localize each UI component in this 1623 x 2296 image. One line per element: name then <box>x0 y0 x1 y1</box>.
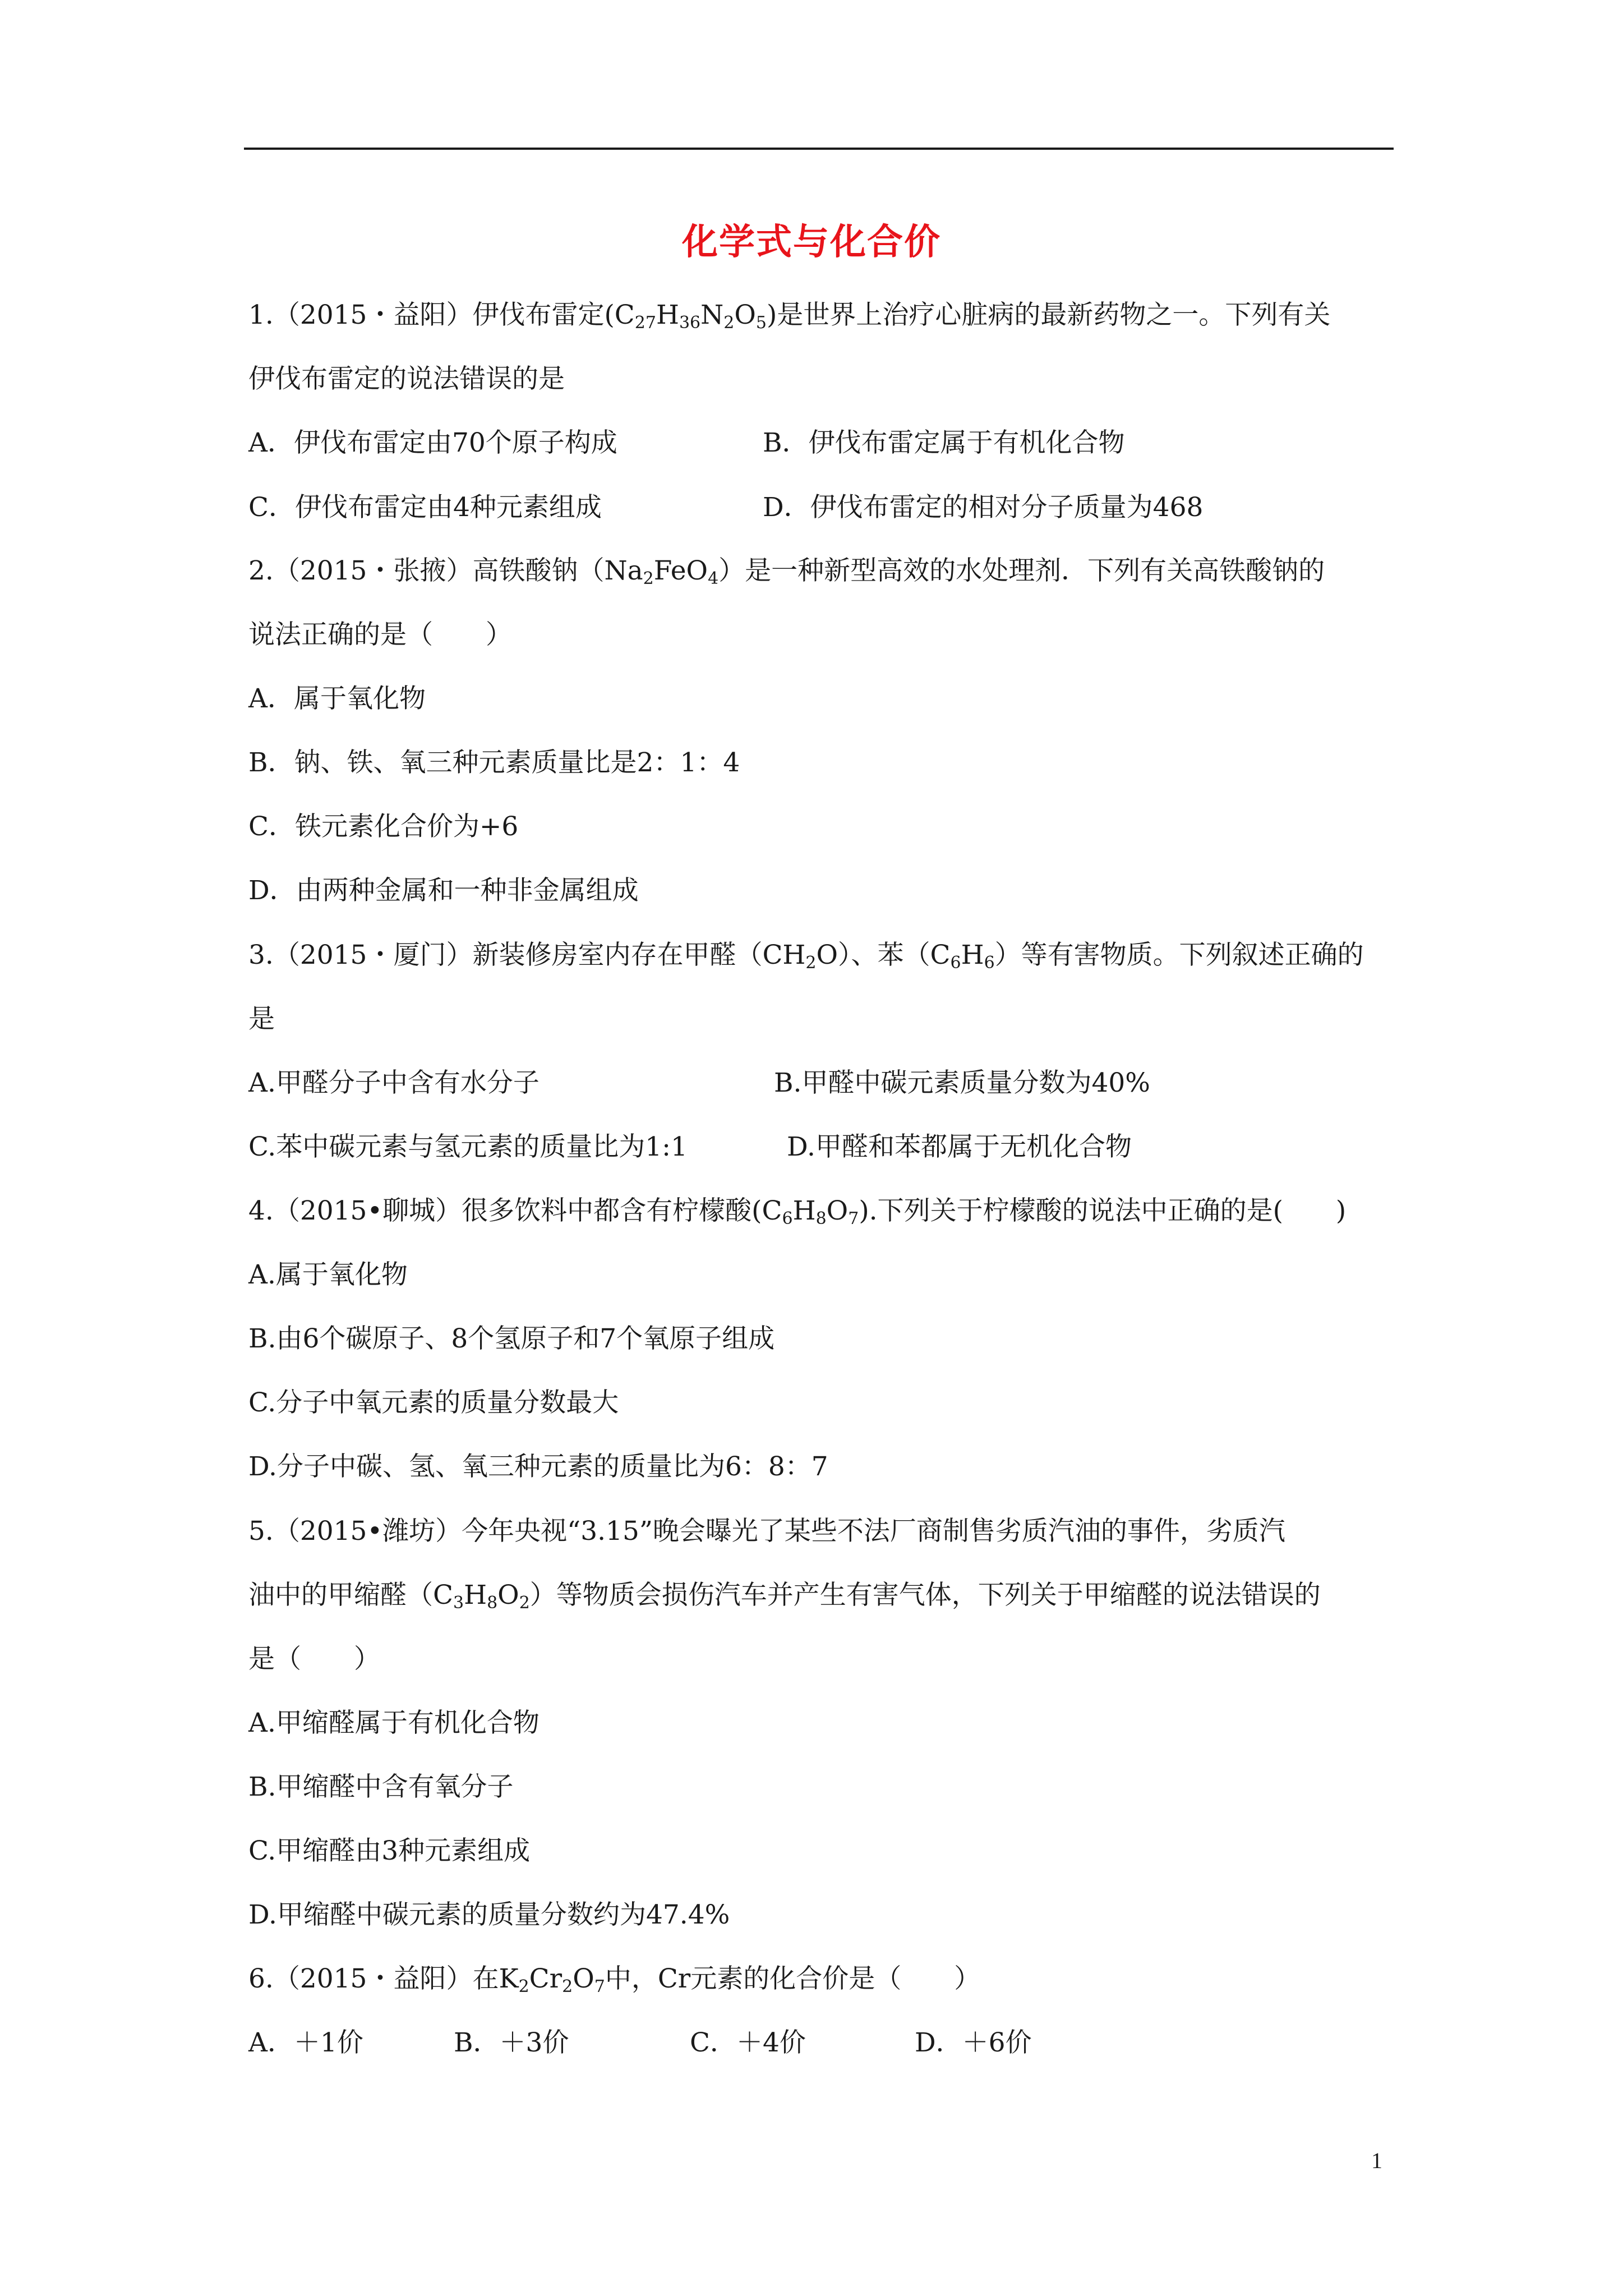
q5-stem-line2: 油中的甲缩醛$(C_3H_8O_2)$等物质会损伤汽车并产生有害气体，下列关于甲缩醛的说法错误的 <box>248 1580 1321 1613</box>
page-number: 1 <box>1371 2148 1382 2173</box>
q5-stem-line3: 是（ ） <box>248 1644 380 1674</box>
q6-option-c: C．＋4价 <box>690 2027 806 2058</box>
q6-option-b: B．＋3价 <box>454 2027 569 2058</box>
q2-option-c: C．铁元素化合价为+6 <box>248 811 519 842</box>
q1-option-c: C．伊伐布雷定由4种元素组成 <box>248 492 602 523</box>
q3-option-a: A.甲醛分子中含有水分子 <box>248 1068 540 1098</box>
q2-option-d: D．由两种金属和一种非金属组成 <box>248 875 639 906</box>
q3-option-d: D.甲醛和苯都属于无机化合物 <box>787 1131 1132 1162</box>
q5-option-b: B.甲缩醛中含有氧分子 <box>248 1772 514 1802</box>
q5-option-a: A.甲缩醛属于有机化合物 <box>248 1708 540 1738</box>
q1-options-row1 <box>248 426 1125 460</box>
q6-option-a: A．＋1价 <box>248 2027 363 2058</box>
page-title: 化学式与化合价 <box>682 222 941 263</box>
q4-stem-line1: 4.（2015•聊城）很多饮料中都含有柠檬酸$(C_6H_8O_7)$.下列关于柠檬酸的说法中正确的是( ) <box>248 1195 1347 1228</box>
q3-stem-line2: 是 <box>248 1004 275 1034</box>
q3-option-b: B.甲醛中碳元素质量分数为40% <box>774 1068 1150 1098</box>
q5-stem-line1: 5.（2015•潍坊）今年央视“3.15”晚会曝光了某些不法厂商制售劣质汽油的事件，劣质汽 <box>248 1516 1285 1547</box>
q3-options-row2 <box>248 1130 1132 1164</box>
q6-stem-line1: 6.（2015・益阳）在$K_2Cr_2O_7$中，Cr元素的化合价是（ ） <box>248 1963 981 1996</box>
q1-stem-line1: 1.（2015・益阳）伊伐布雷定$(C_{27}H_{36}N_2O_5)$是世界上治疗心脏病的最新药物之一。下列有关 <box>248 300 1331 333</box>
q5-option-d: D.甲缩醛中碳元素的质量分数约为47.4% <box>248 1899 730 1930</box>
q2-option-b: B．钠、铁、氧三种元素质量比是2：1：4 <box>248 747 740 778</box>
q1-stem-line2: 伊伐布雷定的说法错误的是 <box>248 364 565 394</box>
q4-option-c: C.分子中氧元素的质量分数最大 <box>248 1387 619 1418</box>
q1-option-a: A．伊伐布雷定由70个原子构成 <box>248 427 617 458</box>
header-rule <box>244 148 1394 150</box>
q6-options-row <box>248 2026 1032 2060</box>
q1-options-row2 <box>248 491 1204 524</box>
q5-option-c: C.甲缩醛由3种元素组成 <box>248 1835 531 1866</box>
q3-options-row1 <box>248 1066 1150 1100</box>
q2-stem-line1: 2.（2015・张掖）高铁酸钠$(Na_2FeO_4)$是一种新型高效的水处理剂．下列有关高铁酸钠的 <box>248 555 1325 588</box>
q2-stem-line2: 说法正确的是（ ） <box>248 619 512 650</box>
q2-option-a: A．属于氧化物 <box>248 683 426 714</box>
q4-option-a: A.属于氧化物 <box>248 1259 408 1290</box>
q4-option-d: D.分子中碳、氢、氧三种元素的质量比为6：8：7 <box>248 1451 828 1482</box>
q4-option-b: B.由6个碳原子、8个氢原子和7个氧原子组成 <box>248 1323 775 1354</box>
q3-option-c: C.苯中碳元素与氢元素的质量比为1:1 <box>248 1131 688 1162</box>
q6-option-d: D．＋6价 <box>915 2027 1032 2058</box>
q3-stem-line1: 3.（2015・厦门）新装修房室内存在甲醛$(CH_2O)$、苯$(C_6H_6)$等有害物质。下列叙述正确的 <box>248 940 1364 973</box>
q1-option-d: D．伊伐布雷定的相对分子质量为468 <box>763 492 1204 523</box>
q1-option-b: B．伊伐布雷定属于有机化合物 <box>763 427 1125 458</box>
